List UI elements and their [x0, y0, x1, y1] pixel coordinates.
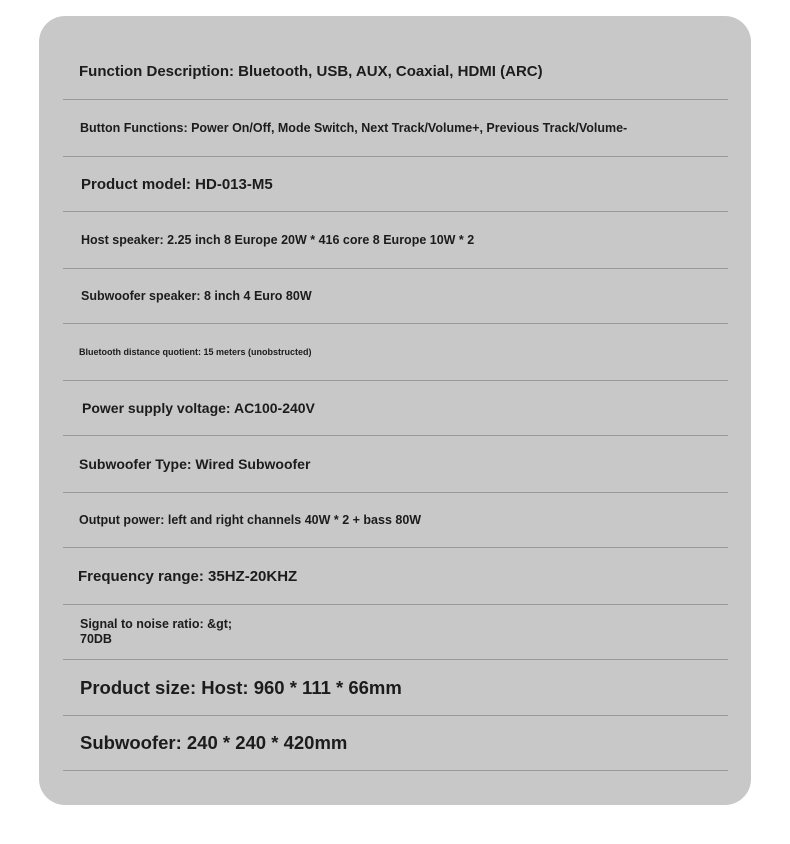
spec-text: Output power: left and right channels 40W * 2 + bass 80W — [79, 513, 422, 527]
spec-text: Subwoofer Type: Wired Subwoofer — [79, 456, 311, 472]
spec-text: Function Description: Bluetooth, USB, AUX, Coaxial, HDMI (ARC) — [79, 63, 543, 80]
spec-row-subwoofer-speaker — [63, 269, 728, 324]
spec-row-product-size — [63, 660, 728, 716]
spec-row-host-speaker — [63, 212, 728, 269]
spec-text: Button Functions: Power On/Off, Mode Switch, Next Track/Volume+, Previous Track/Volume- — [80, 121, 628, 135]
spec-text: Product size: Host: 960 * 111 * 66mm — [80, 676, 402, 698]
spec-text: Subwoofer: 240 * 240 * 420mm — [80, 732, 348, 753]
spec-text: Frequency range: 35HZ-20KHZ — [78, 567, 298, 585]
spec-row-product-model — [63, 157, 728, 212]
spec-row-bluetooth-distance — [63, 324, 728, 381]
spec-text: Subwoofer speaker: 8 inch 4 Euro 80W — [81, 289, 312, 303]
spec-row-signal-noise — [63, 605, 728, 660]
spec-row-subwoofer-type — [63, 436, 728, 493]
spec-row-output-power — [63, 493, 728, 548]
spec-row-frequency-range — [63, 548, 728, 605]
spec-text: Product model: HD-013-M5 — [81, 175, 273, 193]
spec-row-power-supply — [63, 381, 728, 436]
spec-text: Host speaker: 2.25 inch 8 Europe 20W * 416 core 8 Europe 10W * 2 — [81, 233, 475, 247]
spec-text: Power supply voltage: AC100-240V — [82, 400, 315, 416]
spec-text: Bluetooth distance quotient: 15 meters (unobstructed) — [79, 347, 312, 357]
spec-row-function-description — [63, 44, 728, 100]
spec-row-button-functions — [63, 100, 728, 157]
spec-row-subwoofer-size — [63, 716, 728, 771]
spec-text: Signal to noise ratio: &gt; 70DB — [80, 617, 233, 646]
spec-card — [39, 16, 751, 805]
